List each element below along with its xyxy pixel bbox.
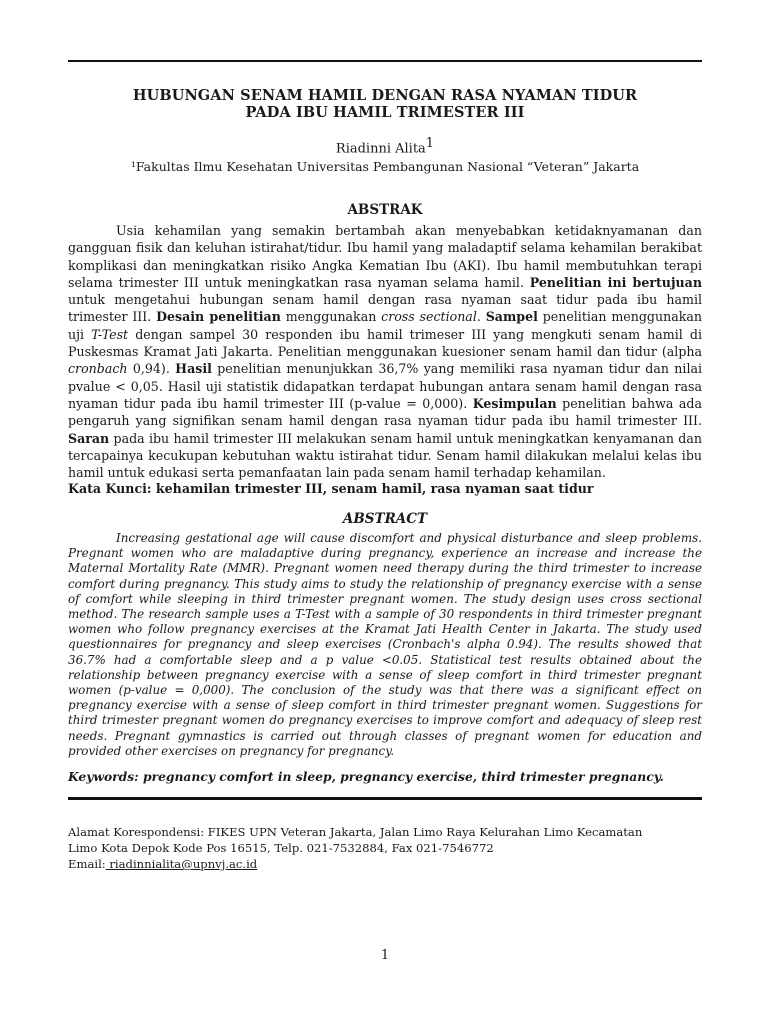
abstrak-heading: ABSTRAK [347, 202, 423, 218]
abstrak-keyword: Hasil [175, 361, 212, 377]
keywords: Keywords: pregnancy comfort in sleep, pregnancy exercise, third trimester pregnancy. [68, 769, 664, 784]
abstrak-keyword: Sampel [485, 309, 538, 325]
abstrak-text: penelitian menunjukkan 36,7% yang memiliki rasa nyaman tidur dan nilai pvalue < 0,05. Hasil uji statistik didapatkan terdapat hubungan antara senam hamil dengan rasa nyaman tidur pada ibu hamil trimester III (p-value = 0,000). [68, 361, 703, 411]
abstrak-text: untuk mengetahui hubungan senam hamil dengan rasa nyaman saat tidur pada ibu hamil trimester III. [68, 292, 702, 325]
abstrak-paragraph [68, 222, 702, 481]
top-rule [68, 60, 702, 62]
abstract-body [68, 531, 702, 759]
abstrak-text: penelitian bahwa ada pengaruh yang signifikan senam hamil dengan rasa nyaman tidur pada ibu hamil trimester III. [68, 395, 702, 429]
abstrak-keyword: Saran [68, 430, 110, 446]
paper-title-line-2: PADA IBU HAMIL TRIMESTER III [245, 104, 525, 121]
email-link[interactable]: riadinnialita@upnvj.ac.id [105, 857, 258, 871]
paper-title-line-1: HUBUNGAN SENAM HAMIL DENGAN RASA NYAMAN TIDUR [132, 87, 638, 104]
kata-kunci: Kata Kunci: kehamilan trimester III, senam hamil, rasa nyaman saat tidur [68, 481, 594, 496]
correspondence-address: Alamat Korespondensi: FIKES UPN Veteran Jakarta, Jalan Limo Raya Kelurahan Limo Kecamatan [68, 825, 643, 839]
author-superscript: 1 [425, 136, 435, 151]
abstrak-keyword: Penelitian ini bertujuan [529, 274, 702, 290]
email-label: Email: [68, 857, 106, 871]
abstract-paragraph: Increasing gestational age will cause discomfort and physical disturbance and sleep problems. Pregnant women who are maladaptive during pregnancy, experience an increase and increase the Maternal Mortality Rate (MMR). Pregnant women need therapy during the third trimester to increase comfort during pregnancy. This study aims to study the relationship of pregnancy exercise with a sense of comfort while sleeping in third trimester pregnant women. The study design uses cross sectional method. The research sample uses a T-Test with a sample of 30 respondents in third trimester pregnant women who follow pregnancy exercises at the Kramat Jati Health Center in Jakarta. The study used questionnaires for pregnancy and sleep exercises (Cronbach's alpha 0.94). The results showed that 36.7% had a comfortable sleep and a p value <0.05. Statistical test results obtained about the relationship between pregnancy exercise with a sense of sleep comfort in third trimester pregnant women (p-value = 0,000). The conclusion of the study was that there was a significant effect on pregnancy exercise with a sense of sleep comfort in third trimester pregnant women. Suggestions for third trimester pregnant women do pregnancy exercises to improve comfort and adequacy of sleep rest needs. Pregnant gymnastics is carried out through classes of pregnant women for education and provided other exercises on pregnancy for pregnancy. [68, 531, 702, 758]
abstrak-text: menggunakan [285, 309, 377, 325]
correspondence-contact: Limo Kota Depok Kode Pos 16515, Telp. 021-7532884, Fax 021-7546772 [68, 841, 494, 855]
abstrak-italic: cronbach [68, 361, 128, 377]
author [68, 136, 702, 156]
abstrak-text: . [476, 309, 481, 325]
abstract-heading: ABSTRACT [342, 511, 428, 527]
abstrak-body [68, 222, 702, 481]
bottom-rule [68, 797, 702, 800]
abstrak-keyword: Desain penelitian [156, 309, 281, 325]
correspondence [68, 824, 702, 872]
correspondence-email-row [68, 856, 702, 872]
abstrak-italic: cross sectional [381, 309, 477, 325]
abstrak-text: pada ibu hamil trimester III melakukan senam hamil untuk meningkatkan kenyamanan dan tercapainya kecukupan kebutuhan waktu istirahat tidur. Senam hamil dilakukan melalui kelas ibu hamil untuk edukasi serta pemanfaatan lain pada senam hamil terhadap kehamilan. [68, 430, 702, 481]
page-number: 1 [380, 948, 390, 963]
abstrak-text: 0,94). [132, 361, 170, 377]
abstrak-keyword: Kesimpulan [472, 395, 557, 411]
author-name: Riadinni Alita [335, 141, 426, 157]
abstrak-text: penelitian menggunakan uji [68, 309, 702, 342]
abstrak-italic: T-Test [91, 326, 129, 342]
affiliation: ¹Fakultas Ilmu Kesehatan Universitas Pembangunan Nasional “Veteran” Jakarta [130, 159, 640, 174]
abstrak-text: Usia kehamilan yang semakin bertambah akan menyebabkan ketidaknyamanan dan gangguan fisik dan keluhan istirahat/tidur. Ibu hamil yang maladaptif selama kehamilan berakibat komplikasi dan meningkatkan risiko Angka Kematian Ibu (AKI). Ibu hamil membutuhkan terapi selama trimester III untuk meningkatkan rasa nyaman selama hamil. [68, 223, 702, 290]
abstrak-text: dengan sampel 30 responden ibu hamil trimeser III yang mengkuti senam hamil di Puskesmas Kramat Jati Jakarta. Penelitian menggunakan kuesioner senam hamil dan tidur (alpha [68, 326, 702, 360]
